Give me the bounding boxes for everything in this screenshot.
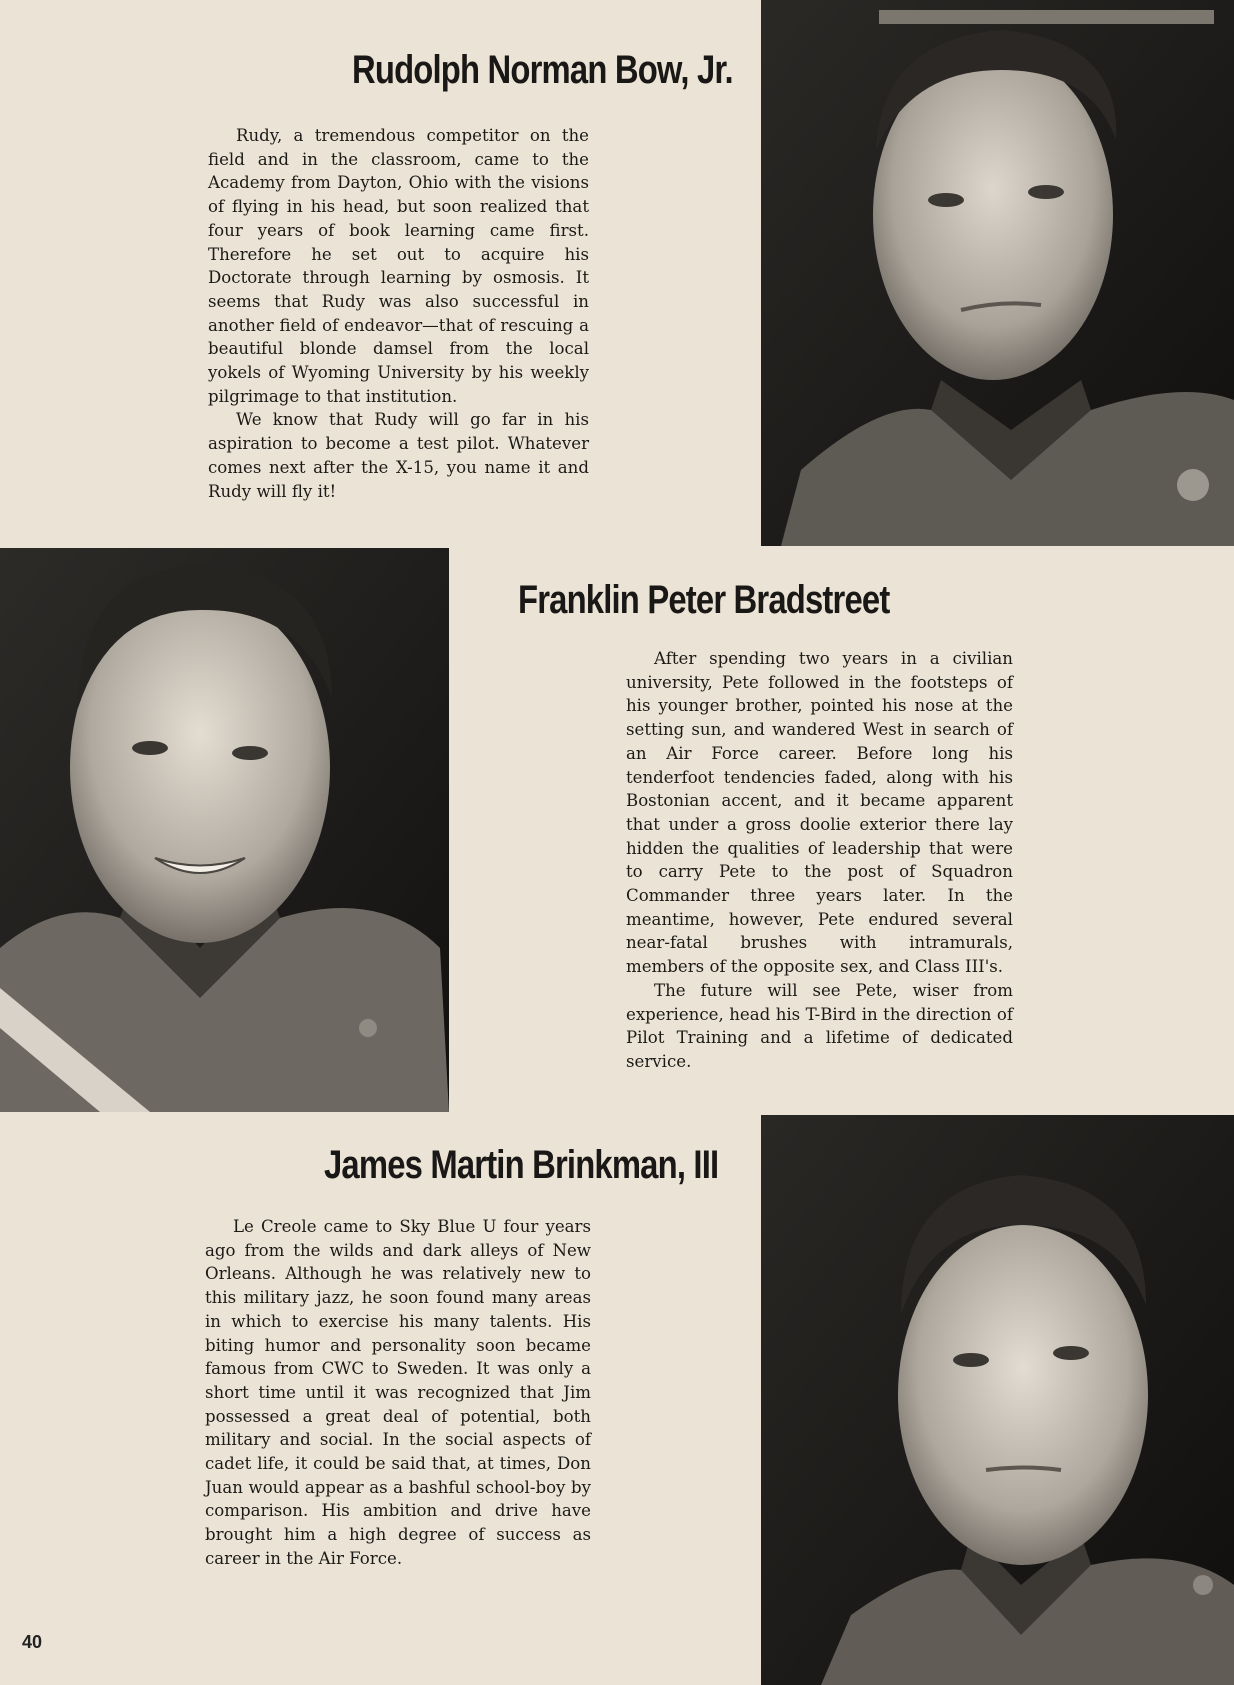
cadet-bio-brinkman — [205, 1215, 591, 1571]
cadet-bio-bradstreet — [626, 647, 1013, 1074]
cadet-name-bow: Rudolph Norman Bow, Jr. — [352, 48, 733, 92]
page-number: 40 — [22, 1632, 43, 1652]
cadet-portrait-bow — [761, 0, 1234, 546]
cadet-name-brinkman: James Martin Brinkman, III — [324, 1143, 719, 1187]
bio-paragraph: Le Creole came to Sky Blue U four years ago from the wilds and dark alleys of New Orleans. Although he was relatively new to this military jazz, he soon found many areas in which to exercise his many talents. His biting humor and personality soon became famous from CWC to Sweden. It was only a short time until it was recognized that Jim possessed a great deal of potential, both military and social. In the social aspects of cadet life, it could be said that, at times, Don Juan would appear as a bashful school-boy by comparison. His ambition and drive have brought him a high degree of success as career in the Air Force. — [205, 1217, 591, 1568]
bio-paragraph: Rudy, a tremendous competitor on the field and in the classroom, came to the Academy from Dayton, Ohio with the visions of flying in his head, but soon realized that four years of book learning came first. Therefore he set out to acquire his Doctorate through learning by osmosis. It seems that Rudy was also successful in another field of endeavor—that of rescuing a beautiful blonde damsel from the local yokels of Wyoming University by his weekly pilgrimage to that institution. — [208, 126, 589, 406]
cadet-bio-bow — [208, 124, 589, 503]
cadet-portrait-brinkman — [761, 1115, 1234, 1685]
bio-paragraph: We know that Rudy will go far in his aspiration to become a test pilot. Whatever comes next after the X-15, you name it and Rudy will fly it! — [208, 410, 589, 501]
bio-paragraph: After spending two years in a civilian university, Pete followed in the footsteps of his younger brother, pointed his nose at the setting sun, and wandered West in search of an Air Force career. Before long his tenderfoot tendencies faded, along with his Bostonian accent, and it became apparent that under a gross doolie exterior there lay hidden the qualities of leadership that were to carry Pete to the post of Squadron Commander three years later. In the meantime, however, Pete endured several near-fatal brushes with intramurals, members of the opposite sex, and Class III's. — [626, 649, 1013, 977]
cadet-name-bradstreet: Franklin Peter Bradstreet — [518, 578, 890, 622]
bio-paragraph: The future will see Pete, wiser from experience, head his T-Bird in the direction of Pilot Training and a lifetime of dedicated service. — [626, 980, 1013, 1071]
cadet-portrait-bradstreet — [0, 548, 449, 1112]
